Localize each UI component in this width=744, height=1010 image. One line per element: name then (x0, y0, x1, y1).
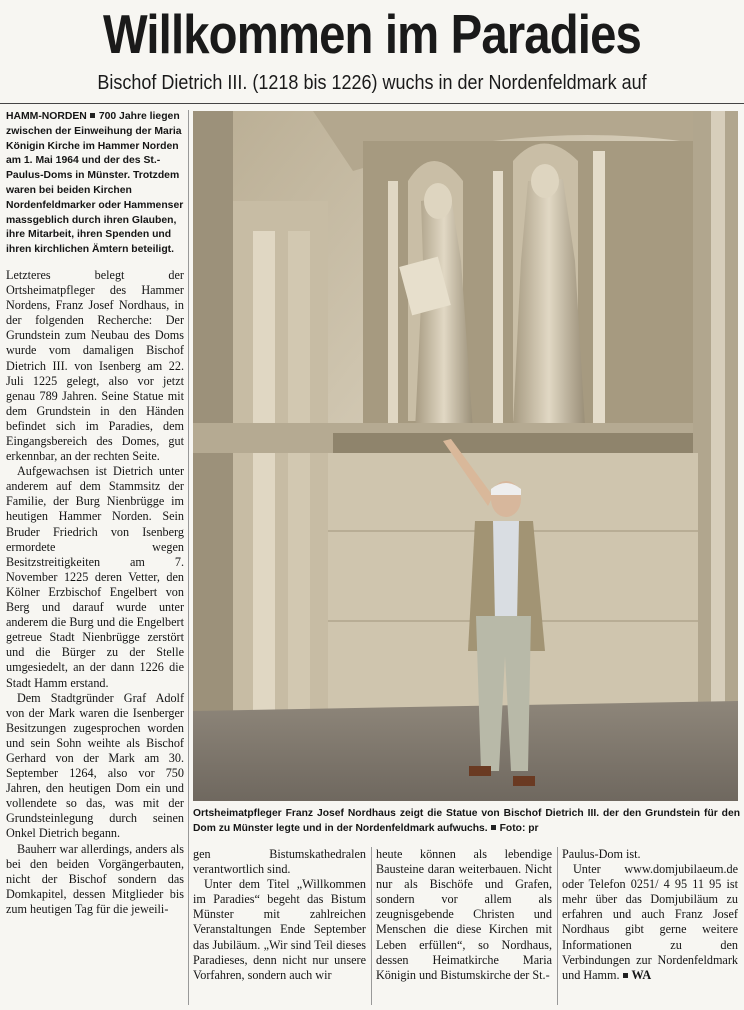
text-column-4 (562, 847, 738, 983)
column-divider (557, 847, 558, 1005)
lead-text: 700 Jahre liegen zwischen der Einweihung der Maria Königin Kirche im Hammer Norden am 1. Mai 1964 und der des St.-Paulus-Doms in Münster. Trotzdem waren bei beiden Kirchen Nordenfeldmarker oder Hammenser massgeblich durch ihren Glauben, ihre Mitarbeit, ihren Spenden und ihren kirchlichen Ämtern beteiligt. (6, 111, 184, 256)
photo-credit: Foto: pr (499, 823, 539, 834)
paragraph-text: Unter www.domjubilaeum.de oder Telefon 0251/ 4 95 11 95 ist mehr über das Domjubiläum zu erfahren und auch Franz Josef Nordhaus gibt gerne weitere Informationen zu den Verbindungen zur Nordenfeldmark und Hamm. (562, 862, 738, 982)
photo-caption (193, 806, 740, 836)
dateline: HAMM-NORDEN (6, 111, 87, 122)
separator-square (623, 973, 628, 978)
text-column-2 (193, 847, 366, 983)
paragraph: Unter dem Titel „Willkommen im Paradies“ begeht das Bistum Münster mit zahlreichen Veranstaltungen Ende September das Jubiläum. „Wir sind Teil dieses Paradieses, denn nicht nur unsere Vorfahren, sondern auch wir (193, 877, 366, 982)
cathedral-portal-image (193, 111, 738, 801)
text-column-3 (376, 847, 552, 983)
divider (0, 103, 744, 104)
paragraph: heute können als lebendige Bausteine daran weiterbauen. Nicht nur als Bischöfe und Grafen, sondern vor allem als zeugnisgebende Christen und Menschen die diese Kirchen mit Leben erfüllen“, so Nordhaus, dessen Heimatkirche Maria Königin und Bistumskirche der St.- (376, 847, 552, 982)
column-divider (188, 110, 189, 1005)
separator-square (90, 113, 95, 118)
paragraph: Dem Stadtgründer Graf Adolf von der Mark waren die Isenberger Besitzungen zugesprochen worden und sein Sohn weihte als Bischof Gerhard von der Mark am 30. September 1264, also vor 750 Jahren, den heutigen Dom ein und vollendete so das, was mit der Grundsteinlegung durch seinen Onkel Dietrich begann. (6, 690, 184, 841)
subheadline: Bischof Dietrich III. (1218 bis 1226) wuchs in der Nordenfeldmark auf (97, 72, 647, 94)
paragraph: Aufgewachsen ist Dietrich unter anderem auf dem Stammsitz der Familie, der Burg Nienbrügge im heutigen Hammer Norden. Sein Bruder Friedrich von Isenberg ermordete wegen Besitzstreitigkeiten am 7. November 1225 deren Vetter, den Kölner Erzbischof Engelbert von Berg und darauf wurde unter anderem die Burg und die Engelbert getreue Stadt Nienbrügge zerstört und die Bürger zu der Stelle umgesiedelt, an der dann 1226 die Stadt Hamm erstand. (6, 464, 184, 690)
headline: Willkommen im Paradies (103, 3, 641, 65)
photo (193, 111, 738, 801)
paragraph: gen Bistumskathedralen verantwortlich sind. (193, 847, 366, 877)
author: WA (631, 967, 652, 982)
column-divider (371, 847, 372, 1005)
separator-square (491, 825, 496, 830)
paragraph: Letzteres belegt der Ortsheimatpfleger des Hammer Nordens, Franz Josef Nordhaus, in der folgenden Recherche: Der Grundstein zum Neubau des Doms wurde vom damaligen Bischof Dietrich III. von Isenberg am 22. Juli 1225 gelegt, also vor jetzt genau 789 Jahren. Seine Statue mit dem Grundstein in den Händen befindet sich im Paradies, dem Eingangsbereich des Domes, gut erkennbar, an der rechten Seite. (6, 267, 184, 464)
paragraph: Paulus-Dom ist. (562, 847, 641, 861)
lead-paragraph (6, 110, 184, 258)
paragraph: Bauherr war allerdings, anders als bei den beiden Vorgängerbauten, nicht der Bischof sondern das Domkapitel, dessen Mitglieder bis zum heutigen Tag für die jeweili- (6, 841, 184, 916)
text-column-1 (6, 110, 184, 917)
caption-text: Ortsheimatpfleger Franz Josef Nordhaus zeigt die Statue von Bischof Dietrich III. der den Grundstein für den Dom zu Münster legte und in der Nordenfeldmark aufwuchs. (193, 808, 740, 834)
paragraph (562, 862, 738, 983)
